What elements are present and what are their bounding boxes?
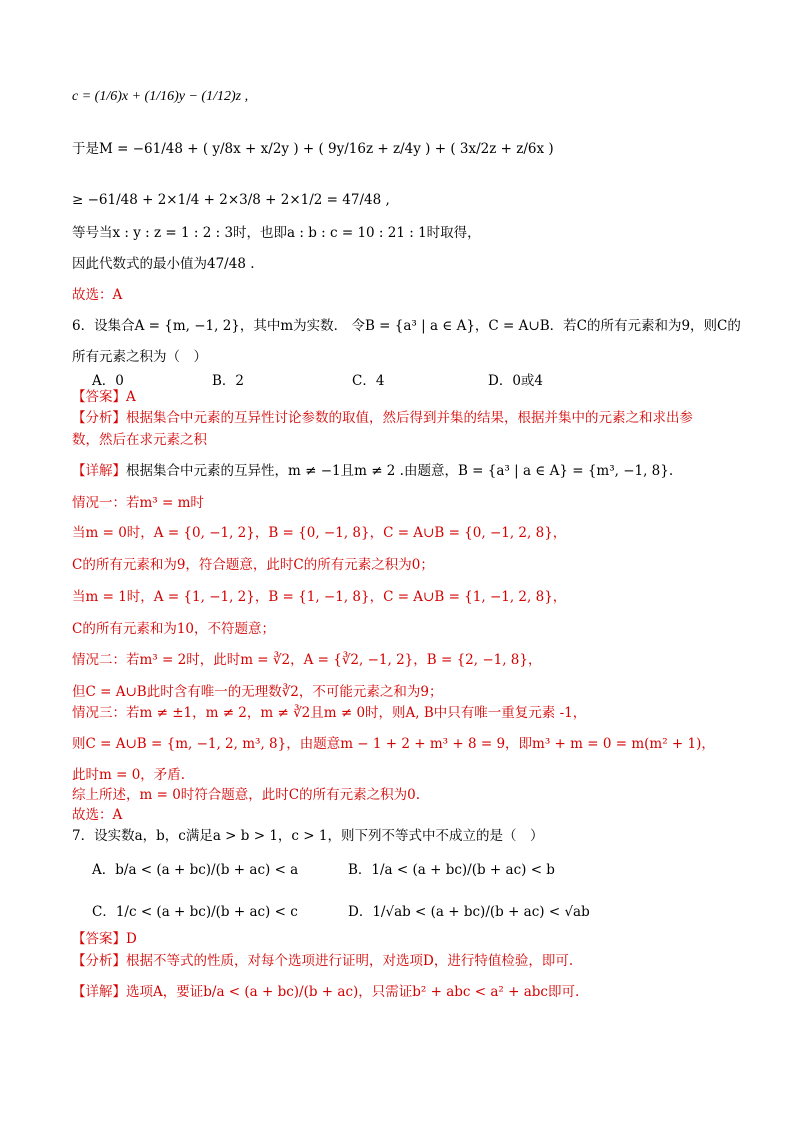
q6-summary: 综上所述，m = 0时符合题意，此时C的所有元素之积为0. [72, 787, 420, 803]
q7-option-d: D．1/√ab < (a + bc)/(b + ac) < √ab [348, 904, 590, 920]
equality-condition: 等号当x : y : z = 1 : 2 : 3时，也即a : b : c = 10 : 21 : 1时取得， [72, 225, 481, 241]
q6-option-a: A．0 [92, 373, 124, 389]
min-value-line: 因此代数式的最小值为47/48 . [72, 256, 255, 272]
q6-case-1-d: C的所有元素和为10，不符题意； [72, 621, 276, 637]
q6-option-b: B．2 [212, 373, 245, 389]
q7-option-c: C．1/c < (a + bc)/(b + ac) < c [92, 904, 298, 920]
q6-option-c: C．4 [352, 373, 385, 389]
q6-option-d: D．0或4 [488, 373, 544, 389]
formula-m: 于是M = −61/48 + ( y/8x + x/2y ) + ( 9y/16z + z/4y ) + ( 3x/2z + z/6x ) [72, 141, 554, 157]
analysis-tag: 【分析】 [72, 410, 126, 426]
q6-case-3-c: 此时m = 0，矛盾. [72, 767, 186, 783]
q6-case-2: 情况二：若m³ = 2时，此时m = ∛2，A = {∛2, −1, 2}，B = {2, −1, 8}， [72, 652, 542, 668]
q6-choose: 故选：A [72, 807, 123, 823]
detail-text: 根据集合中元素的互异性，m ≠ −1且m ≠ 2 .由题意，B = {a³ | a ∈ A} = {m³, −1, 8}. [126, 463, 674, 479]
analysis-tag: 【分析】 [72, 953, 126, 969]
formula-c: c = (1/6)x + (1/16)y − (1/12)z , [72, 89, 249, 104]
q6-analysis-line-1 [72, 409, 693, 427]
detail-tag: 【详解】 [72, 463, 126, 479]
choose-line-q5: 故选：A [72, 287, 123, 303]
q7-option-a: A．b/a < (a + bc)/(b + ac) < a [92, 862, 299, 878]
q7-option-b: B．1/a < (a + bc)/(b + ac) < b [348, 862, 555, 878]
q6-case-1-b: C的所有元素和为9，符合题意，此时C的所有元素之积为0； [72, 557, 434, 573]
detail-tag: 【详解】 [72, 984, 126, 1000]
q6-case-3: 情况三：若m ≠ ±1，m ≠ 2，m ≠ ∛2且m ≠ 0时，则A, B中只有唯一重复元素 -1， [72, 705, 587, 721]
q6-case-1-c: 当m = 1时，A = {1, −1, 2}，B = {1, −1, 8}，C = A∪B = {1, −1, 2, 8}， [72, 589, 567, 605]
q6-analysis-line-2: 数，然后在求元素之积 [72, 432, 207, 448]
q6-case-1: 情况一：若m³ = m时 [72, 495, 204, 511]
q7-detail [72, 983, 579, 1001]
q6-case-2-b: 但C = A∪B此时含有唯一的无理数∛2，不可能元素之和为9； [72, 684, 443, 700]
q6-case-3-b: 则C = A∪B = {m, −1, 2, m³, 8}，由题意m − 1 + 2 + m³ + 8 = 9，即m³ + m = 0 = m(m² + 1)， [72, 736, 715, 752]
q7-analysis [72, 952, 573, 970]
q6-answer: 【答案】A [72, 389, 136, 405]
question-6-stem-cont: 所有元素之积为（ ） [72, 349, 207, 365]
question-6-stem: 6．设集合A = {m, −1, 2}，其中m为实数． 令B = {a³ | a ∈ A}，C = A∪B．若C的所有元素和为9，则C的 [72, 318, 741, 334]
question-7-stem: 7．设实数a，b，c满足a > b > 1，c > 1，则下列不等式中不成立的是（ ） [72, 828, 544, 844]
analysis-text: 根据集合中元素的互异性讨论参数的取值，然后得到并集的结果，根据并集中的元素之和求出参 [126, 410, 693, 426]
q7-answer: 【答案】D [72, 931, 137, 947]
detail-text: 选项A，要证b/a < (a + bc)/(b + ac)，只需证b² + abc < a² + abc即可. [126, 984, 580, 1000]
formula-inequality: ≥ −61/48 + 2×1/4 + 2×3/8 + 2×1/2 = 47/48 , [72, 192, 390, 208]
analysis-text: 根据不等式的性质，对每个选项进行证明，对选项D，进行特值检验，即可. [126, 953, 574, 969]
q6-case-1-a: 当m = 0时，A = {0, −1, 2}，B = {0, −1, 8}，C = A∪B = {0, −1, 2, 8}， [72, 525, 567, 541]
q6-detail-line-1 [72, 462, 673, 480]
